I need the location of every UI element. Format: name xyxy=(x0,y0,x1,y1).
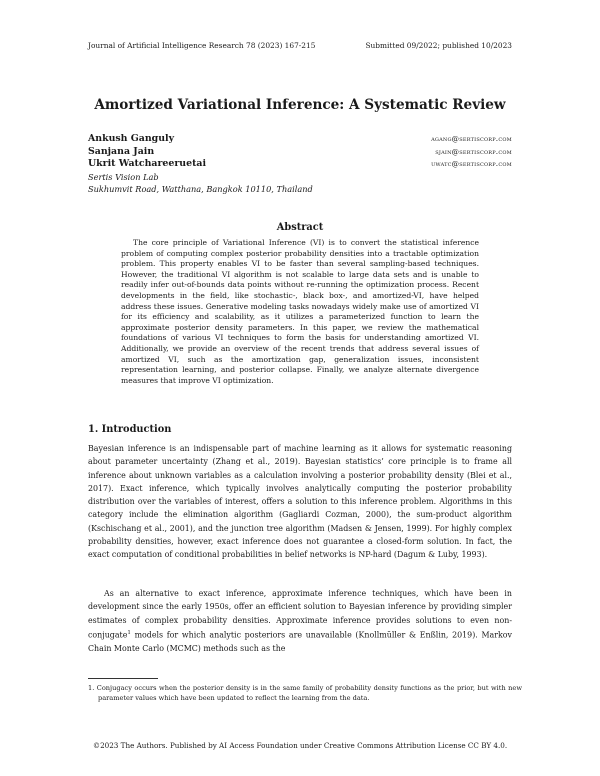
paragraph-text: As an alternative to exact inference, approximate inference techniques, which have been in development since the early 1950s, offer an efficient solution to Bayesian inference by providing simpler estimates of complex probability densities. Approximate inference provides solutions to even non-conjugate xyxy=(88,589,512,640)
author-row xyxy=(88,158,512,171)
footnote-divider xyxy=(88,678,158,679)
author-email: sjain@sertiscorp.com xyxy=(435,146,512,156)
license-footer: ©2023 The Authors. Published by AI Access Foundation under Creative Commons Attribution License CC BY 4.0. xyxy=(92,741,508,750)
intro-paragraph-2 xyxy=(88,587,512,655)
paragraph-text: models for which analytic posteriors are unavailable (Knollmüller & Enßlin, 2019). Markov Chain Monte Carlo (MCMC) methods such as the xyxy=(88,630,512,653)
intro-paragraph-1: Bayesian inference is an indispensable part of machine learning as it allows for systematic reasoning about parameter uncertainty (Zhang et al., 2019). Bayesian statistics’ core principle is to frame all inference about unknown variables as a calculation involving a posterior probability density (Blei et al., 2017). Exact inference, which typically involves analytically computing the posterior probability distribution over the variables of interest, offers a solution to this inference problem. Algorithms in this category include the elimination algorithm (Gagliardi Cozman, 2000), the sum-product algorithm (Kschischang et al., 2001), and the junction tree algorithm (Madsen & Jensen, 1999). For highly complex probability densities, however, exact inference does not guarantee a closed-form solution. In fact, the exact computation of conditional probabilities in belief networks is NP-hard (Dagum & Luby, 1993). xyxy=(88,444,512,560)
running-header xyxy=(88,41,512,50)
author-email: agang@sertiscorp.com xyxy=(431,134,512,143)
abstract-text: The core principle of Variational Inference (VI) is to convert the statistical inference problem of computing complex posterior probability densities into a tractable optimization problem. This property enables VI to be faster than several sampling-based techniques. However, the traditional VI algorithm is not scalable to large data sets and is unable to readily infer out-of-bounds data points without re-running the optimization process. Recent developments in the field, like stochastic-, black box-, and amortized-VI, have helped address these issues. Generative modeling tasks nowadays widely make use of amortized VI for its efficiency and scalability, as it utilizes a parameterized function to learn the approximate posterior density parameters. In this paper, we review the mathematical foundations of various VI techniques to form the basis for understanding amortized VI. Additionally, we provide an overview of the recent trends that address several issues of amortized VI, such as the amortization gap, generalization issues, inconsistent representation learning, and posterior collapse. Finally, we analyze alternate divergence measures that improve VI optimization. xyxy=(121,238,479,385)
author-name: Sanjana Jain xyxy=(88,145,155,157)
abstract-heading: Abstract xyxy=(276,222,324,233)
submission-dates: Submitted 09/2022; published 10/2023 xyxy=(365,41,512,50)
footnote xyxy=(88,684,522,703)
footnote-marker[interactable]: 1 xyxy=(127,629,131,636)
affiliation-address: Sukhumvit Road, Watthana, Bangkok 10110, Thailand xyxy=(88,184,313,195)
journal-citation: Journal of Artificial Intelligence Research 78 (2023) 167-215 xyxy=(88,41,316,50)
author-name: Ankush Ganguly xyxy=(88,133,175,144)
author-row xyxy=(88,146,512,159)
author-block xyxy=(88,133,512,196)
paper-title: Amortized Variational Inference: A Systematic Review xyxy=(94,97,506,113)
footnote-number: 1. xyxy=(88,684,95,692)
author-name: Ukrit Watchareeruetai xyxy=(88,158,207,170)
section-heading: 1. Introduction xyxy=(88,424,172,435)
footnote-text: Conjugacy occurs when the posterior density is in the same family of probability density functions as the prior, but with new parameter values which have been updated to reflect the learning from the data. xyxy=(96,684,522,702)
author-email: uwatc@sertiscorp.com xyxy=(431,159,512,169)
affiliation-org: Sertis Vision Lab xyxy=(88,171,159,182)
author-row xyxy=(88,133,512,146)
